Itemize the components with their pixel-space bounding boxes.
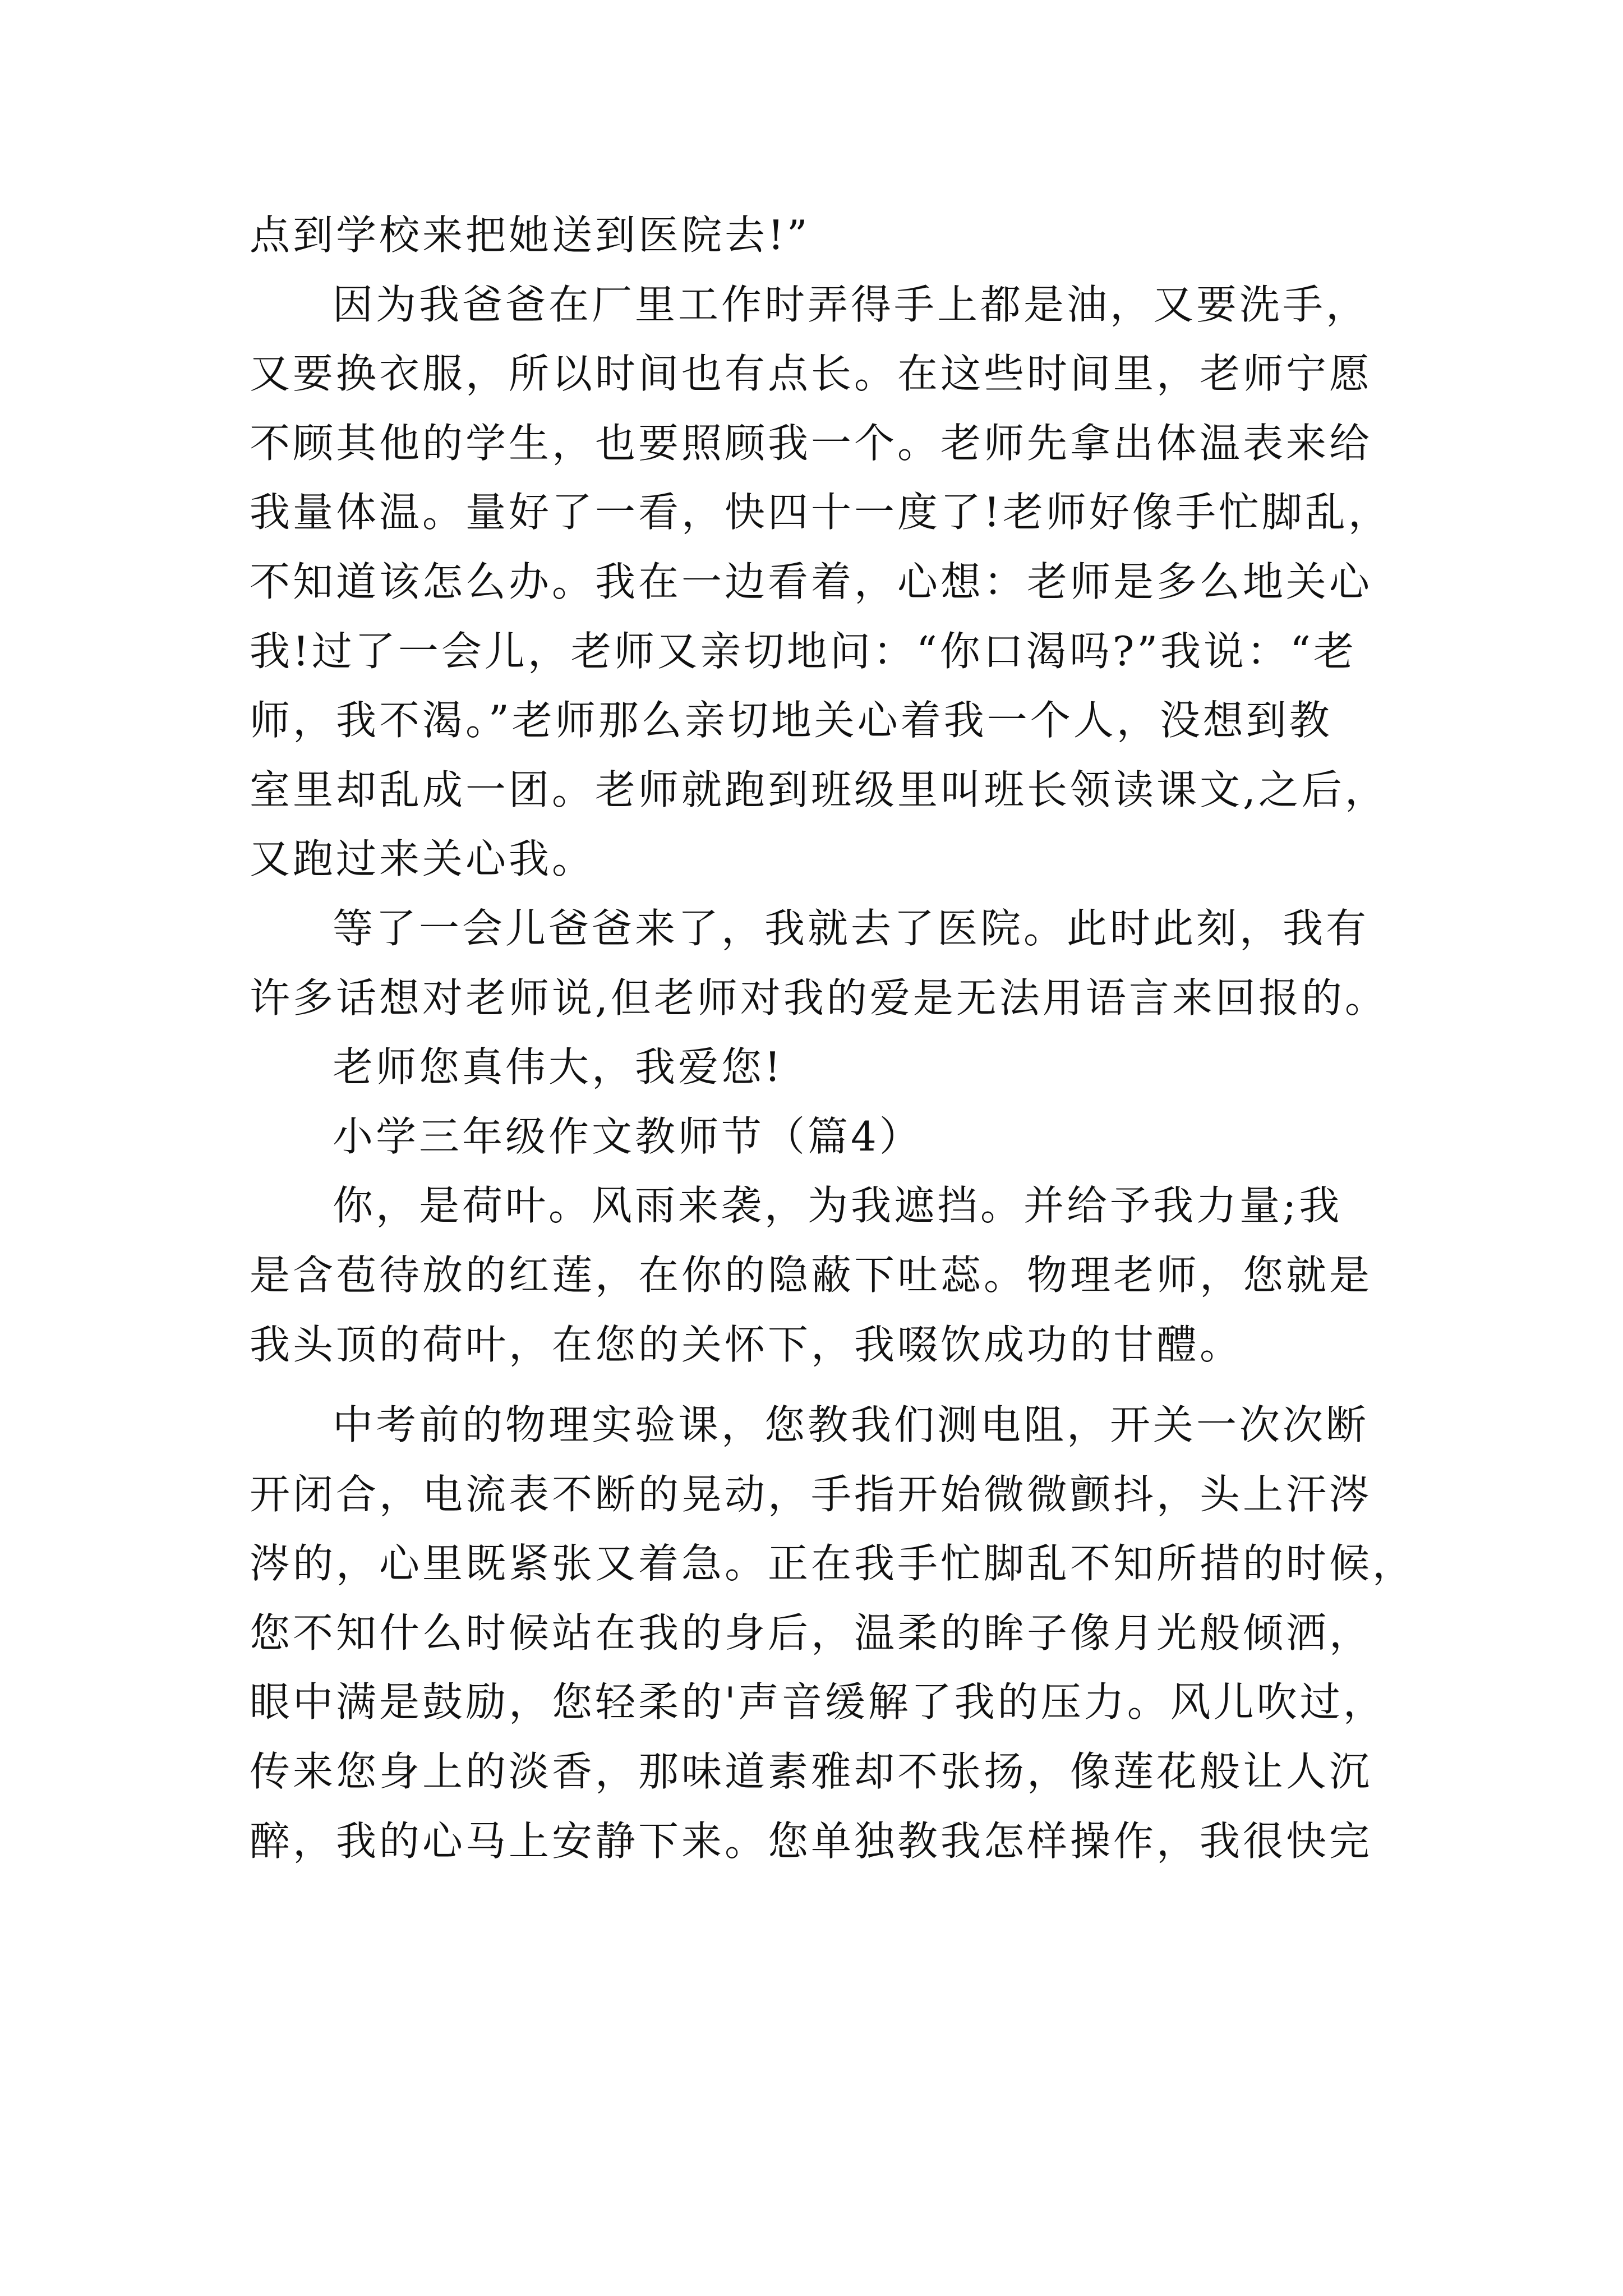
- text-line: 是含苞待放的红莲，在你的隐蔽下吐蕊。物理老师，您就是: [250, 1251, 1373, 1299]
- text-line: 传来您身上的淡香，那味道素雅却不张扬，像莲花般让人沉: [250, 1748, 1373, 1796]
- text-line: 眼中满是鼓励，您轻柔的'声音缓解了我的压力。风儿吹过，: [250, 1678, 1386, 1726]
- text-line: 不顾其他的学生，也要照顾我一个。老师先拿出体温表来给: [250, 419, 1373, 467]
- text-line: 室里却乱成一团。老师就跑到班级里叫班长领读课文,之后，: [250, 766, 1388, 813]
- text-line: 你，是荷叶。风雨来袭，为我遮挡。并给予我力量;我: [333, 1182, 1343, 1230]
- text-line: 不知道该怎么办。我在一边看着，心想：老师是多么地关心: [250, 558, 1373, 605]
- text-line: 中考前的物理实验课，您教我们测电阻，开关一次次断: [333, 1401, 1370, 1449]
- text-line: 又跑过来关心我。: [250, 835, 596, 883]
- text-line: 老师您真伟大，我爱您!: [333, 1043, 783, 1091]
- text-line: 醉，我的心马上安静下来。您单独教我怎样操作，我很快完: [250, 1817, 1373, 1865]
- text-line: 因为我爸爸在厂里工作时弄得手上都是油，又要洗手，: [333, 280, 1370, 328]
- text-line: 点到学校来把她送到医院去!”: [250, 211, 810, 259]
- text-line: 我!过了一会儿，老师又亲切地问：“你口渴吗?”我说：“老: [250, 627, 1357, 675]
- text-line: 等了一会儿爸爸来了，我就去了医院。此时此刻，我有: [333, 904, 1370, 952]
- text-line: 我量体温。量好了一看，快四十一度了!老师好像手忙脚乱，: [250, 489, 1391, 536]
- text-line: 又要换衣服，所以时间也有点长。在这些时间里，老师宁愿: [250, 350, 1373, 398]
- text-line: 涔的，心里既紧张又着急。正在我手忙脚乱不知所措的时候，: [250, 1540, 1416, 1588]
- document-body: [250, 201, 1416, 1876]
- section-heading: 小学三年级作文教师节（篇4）: [333, 1112, 923, 1160]
- text-line: 开闭合，电流表不断的晃动，手指开始微微颤抖，头上汗涔: [250, 1470, 1373, 1518]
- text-line: 我头顶的荷叶，在您的关怀下，我啜饮成功的甘醴。: [250, 1320, 1243, 1368]
- text-line: 师，我不渴。”老师那么亲切地关心着我一个人，没想到教: [250, 697, 1332, 744]
- text-line: 许多话想对老师说,但老师对我的爱是无法用语言来回报的。: [250, 974, 1388, 1022]
- text-line: 您不知什么时候站在我的身后，温柔的眸子像月光般倾洒，: [250, 1609, 1373, 1657]
